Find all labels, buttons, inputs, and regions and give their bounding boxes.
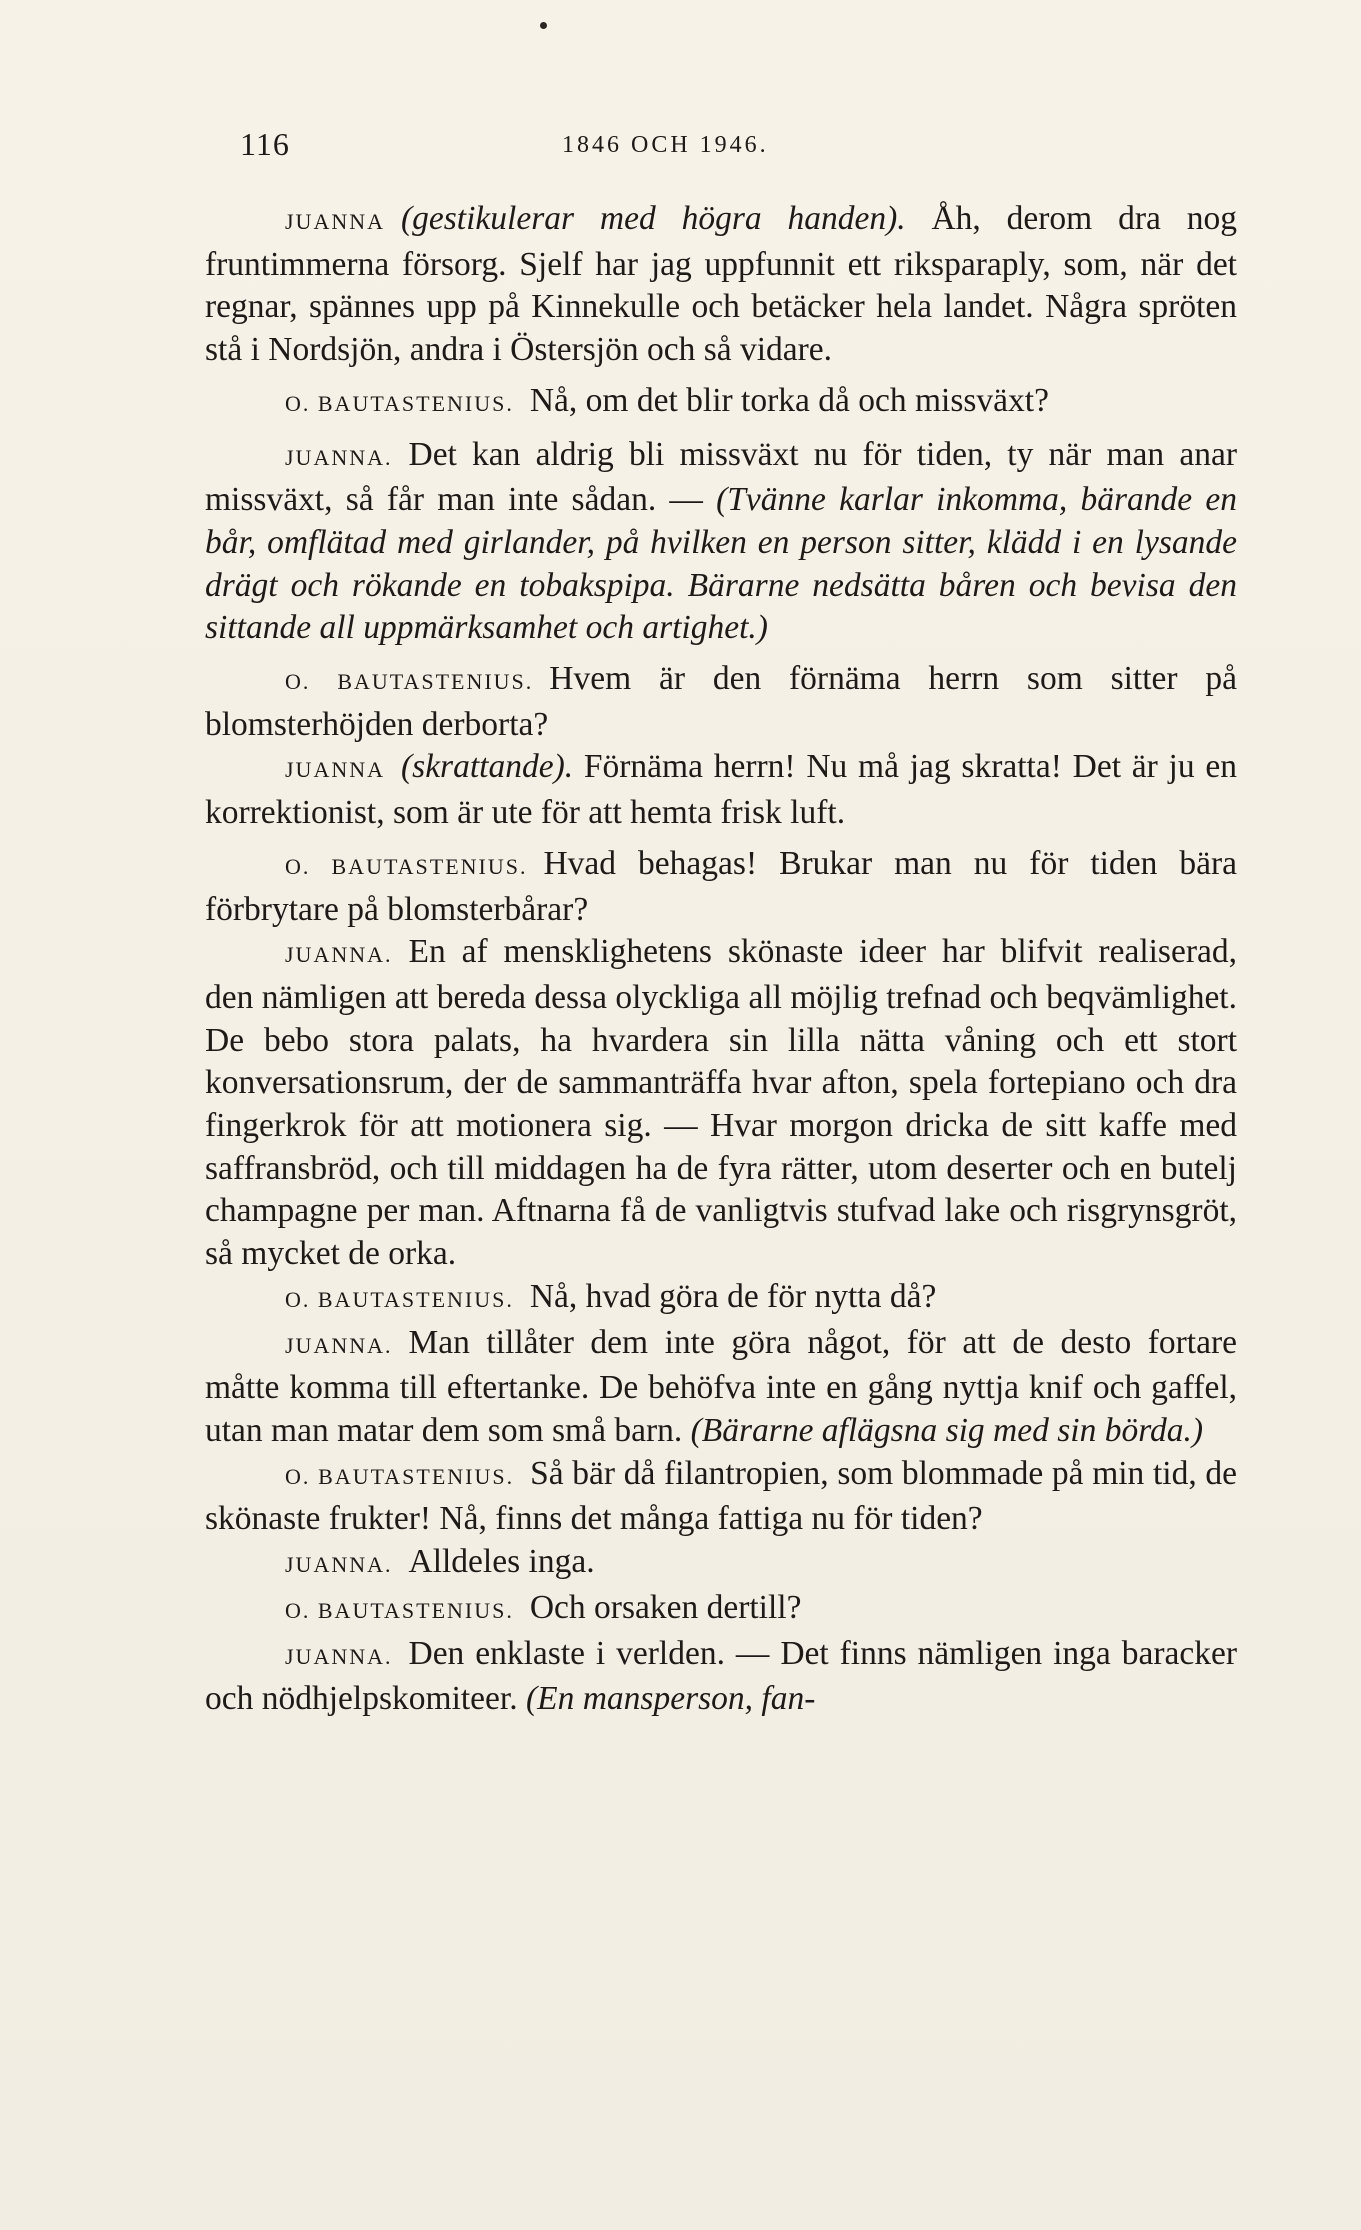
speech-text: Nå, om det blir torka då och missväxt? bbox=[529, 381, 1049, 419]
speech-text: Förnäma herrn! Nu må jag skratta! Det är ju en korrektionist, som är ute för att hemta frisk luft. bbox=[205, 748, 1237, 832]
speech-juanna-2 bbox=[205, 434, 1237, 651]
ink-dot bbox=[540, 22, 547, 29]
speaker-label: JUANNA. bbox=[285, 1552, 393, 1578]
running-head: 1846 OCH 1946. bbox=[562, 132, 769, 158]
speech-bautastenius-5 bbox=[205, 1453, 1237, 1541]
speech-text: Alldeles inga. bbox=[408, 1543, 595, 1581]
speech-text: Och orsaken dertill? bbox=[529, 1588, 802, 1626]
speech-juanna-3 bbox=[205, 746, 1237, 834]
speech-text: Åh, derom dra nog fruntimmerna försorg. Sjelf har jag uppfunnit ett riksparaply, som, när det regnar, spännes upp på Kinnekulle och betäcker hela landet. Några spröten stå i Nordsjön, andra i Östersjön och så vidare. bbox=[205, 200, 1237, 369]
speech-juanna-5 bbox=[205, 1322, 1237, 1453]
speech-juanna-6 bbox=[205, 1541, 1237, 1587]
stage-direction: (En mansperson, fan- bbox=[525, 1680, 816, 1718]
dialogue-text bbox=[205, 198, 1237, 1721]
speaker-label: O. BAUTASTENIUS. bbox=[285, 853, 528, 879]
speech-text: Man tillåter dem inte göra något, för att de desto fortare måtte komma till eftertanke. De behöfva inte en gång nyttja knif och gaffel, utan man matar dem som små barn. bbox=[205, 1323, 1237, 1449]
stage-direction: (Tvänne karlar inkomma, bärande en bår, omflätad med girlander, på hvilken en person sitter, klädd i en lysande drägt och rökande en tobakspipa. Bärarne nedsätta båren och bevisa den sittande all uppmärksamhet och artighet.) bbox=[205, 481, 1237, 647]
speech-bautastenius-4 bbox=[205, 1276, 1237, 1322]
speaker-label: O. BAUTASTENIUS. bbox=[285, 1597, 514, 1623]
speaker-label: O. BAUTASTENIUS. bbox=[285, 1463, 515, 1489]
speaker-label: JUANNA. bbox=[285, 942, 393, 968]
speech-juanna-1 bbox=[205, 198, 1237, 372]
speech-bautastenius-1 bbox=[205, 380, 1237, 426]
speaker-label: O. BAUTASTENIUS. bbox=[285, 669, 534, 695]
page-header bbox=[240, 126, 1120, 166]
speech-juanna-4 bbox=[205, 931, 1237, 1276]
speech-bautastenius-2 bbox=[205, 658, 1237, 746]
speaker-label: JUANNA. bbox=[285, 444, 393, 470]
speech-bautastenius-6 bbox=[205, 1587, 1237, 1633]
speaker-label: O. BAUTASTENIUS. bbox=[285, 1286, 514, 1312]
speaker-label: JUANNA bbox=[285, 757, 385, 783]
speech-text: Hvem är den förnäma herrn som sitter på blomsterhöjden derborta? bbox=[205, 660, 1237, 743]
page-number: 116 bbox=[240, 126, 290, 162]
speaker-label: O. BAUTASTENIUS. bbox=[285, 390, 514, 416]
speech-text: Så bär då filantropien, som blommade på min tid, de skönaste frukter! Nå, finns det många fattiga nu för tiden? bbox=[205, 1454, 1237, 1538]
speech-text: En af mensklighetens skönaste ideer har blifvit realiserad, den nämligen att bereda dessa olyckliga all möjlig trefnad och beqvämlighet. De bebo stora palats, ha hvardera sin lilla nätta våning och ett stort konversationsrum, der de sammanträffa hvar afton, spela fortepiano och dra fingerkrok för att motionera sig. — Hvar morgon dricka de sitt kaffe med saffransbröd, och till middagen ha de fyra rätter, utom deserter och en butelj champagne per man. Aftnarna få de vanligtvis stufvad lake och risgrynsgröt, så mycket de orka. bbox=[205, 933, 1237, 1273]
speaker-label: JUANNA. bbox=[285, 1643, 393, 1669]
speaker-label: JUANNA. bbox=[285, 1332, 393, 1358]
speech-text: Nå, hvad göra de för nytta då? bbox=[529, 1277, 937, 1315]
speech-text: Hvad behagas! Brukar man nu för tiden bära förbrytare på blomsterbårar? bbox=[205, 844, 1237, 928]
stage-direction: (gestikulerar med högra handen). bbox=[401, 200, 906, 237]
speech-juanna-7 bbox=[205, 1633, 1237, 1721]
stage-direction: (Bärarne aflägsna sig med sin börda.) bbox=[690, 1411, 1204, 1449]
speech-text: Det kan aldrig bli missväxt nu för tiden, ty när man anar missväxt, så får man inte sådan. — bbox=[205, 435, 1237, 519]
speech-bautastenius-3 bbox=[205, 843, 1237, 931]
speech-text: Den enklaste i verlden. — Det finns nämligen inga baracker och nödhjelpskomiteer. bbox=[205, 1634, 1237, 1718]
stage-direction: (skrattande). bbox=[401, 748, 574, 786]
speaker-label: JUANNA bbox=[285, 209, 385, 234]
